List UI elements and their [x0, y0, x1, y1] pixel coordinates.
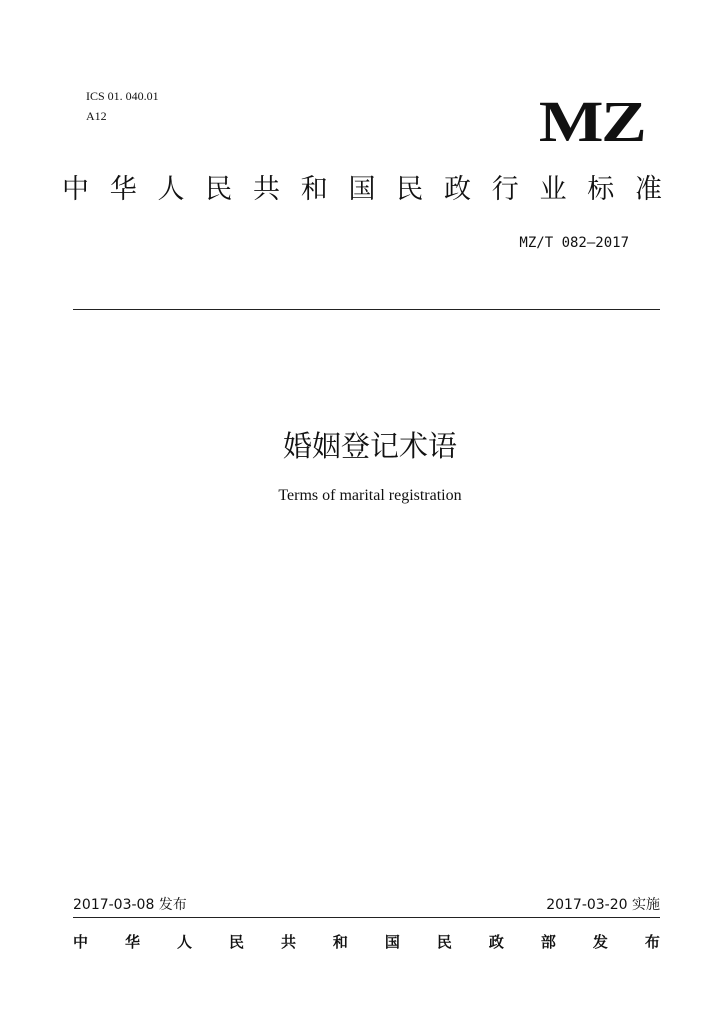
issuer-char: 民 [228, 933, 244, 951]
issuer-char: 中 [73, 933, 89, 951]
standard-title-char: 共 [253, 174, 280, 205]
classification-code: A12 [86, 109, 107, 123]
standard-title-char: 标 [587, 174, 615, 205]
standard-title-char: 人 [157, 174, 185, 205]
issuer-char: 布 [644, 933, 660, 951]
standard-category-title [62, 172, 662, 208]
standard-title-char: 准 [635, 174, 662, 205]
standard-title-char: 民 [396, 174, 424, 205]
document-title-english: Terms of marital registration [278, 487, 462, 504]
standard-title-char: 中 [62, 174, 89, 205]
issue-date: 2017-03-08 发布 [73, 897, 187, 913]
issuer-char: 部 [540, 933, 556, 951]
issuer-char: 和 [332, 933, 348, 951]
bottom-divider [73, 917, 660, 918]
standard-title-char: 和 [300, 174, 328, 205]
implementation-date: 2017-03-20 实施 [546, 897, 660, 913]
mz-logo: MZ [538, 89, 644, 154]
standard-number: MZ/T 082—2017 [519, 235, 629, 251]
standard-title-char: 业 [539, 174, 567, 205]
issuer-char: 国 [384, 933, 400, 951]
standard-title-char: 民 [205, 174, 233, 205]
issuer-char: 人 [176, 933, 192, 951]
standard-title-char: 政 [444, 174, 471, 205]
document-title-chinese: 婚姻登记术语 [282, 429, 457, 463]
issuer-char: 民 [436, 933, 452, 951]
top-divider [73, 309, 660, 310]
issuer-char: 华 [124, 933, 140, 951]
issuer-char: 共 [280, 933, 296, 951]
standard-title-char: 国 [348, 174, 376, 205]
issuer-char: 发 [592, 933, 608, 951]
issuer-char: 政 [488, 933, 504, 951]
standard-title-char: 行 [491, 174, 519, 205]
issuing-authority [73, 932, 660, 952]
standard-title-char: 华 [109, 174, 137, 205]
ics-code: ICS 01. 040.01 [86, 89, 159, 103]
